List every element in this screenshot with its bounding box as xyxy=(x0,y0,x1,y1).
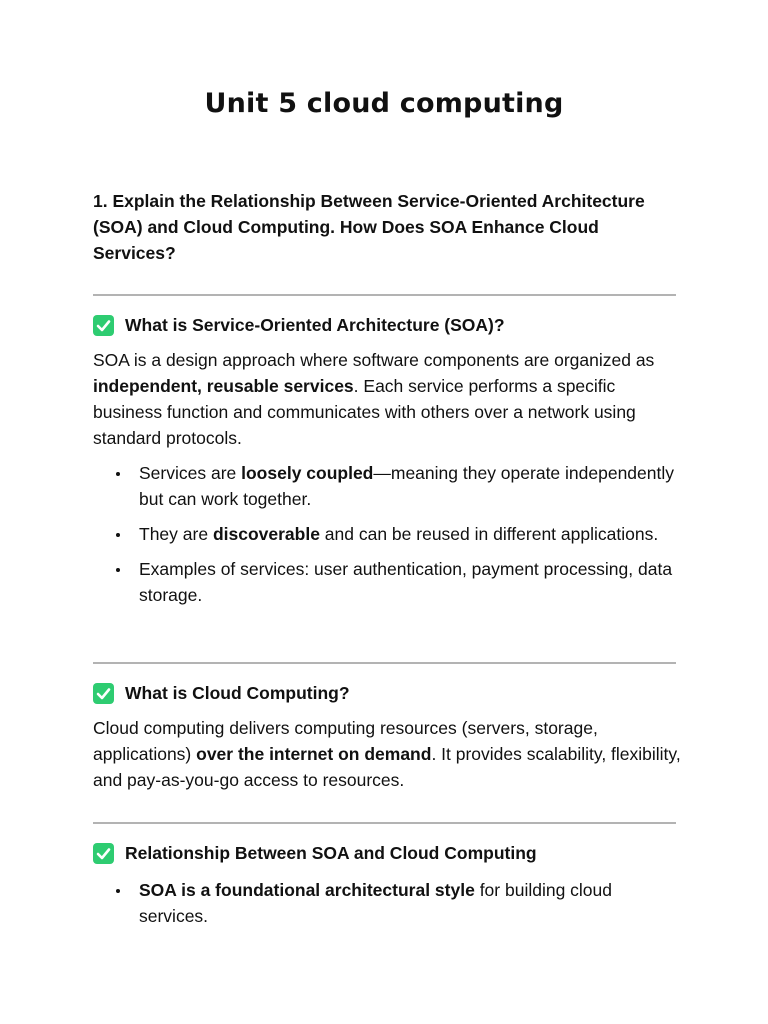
section-paragraph xyxy=(93,347,683,451)
list-item xyxy=(93,877,683,929)
list-item-text: Services are xyxy=(139,463,242,483)
bullet-icon xyxy=(116,472,120,476)
check-box-icon xyxy=(93,315,114,336)
section-heading-cloud xyxy=(93,681,350,705)
paragraph-text: SOA is a design approach where software components are organized as xyxy=(93,350,655,370)
bullet-icon xyxy=(116,568,120,572)
bullet-icon xyxy=(116,889,120,893)
list-item-bold-text: SOA is a foundational architectural style xyxy=(139,880,475,900)
paragraph-text: Cloud computing delivers computing resources (servers, storage, applications) xyxy=(93,718,598,764)
list-item-bold-text: loosely coupled xyxy=(241,463,374,483)
bullet-list xyxy=(93,460,683,617)
paragraph-bold-text: over the internet on demand xyxy=(196,744,432,764)
list-item-bold-text: discoverable xyxy=(212,524,320,544)
check-box-icon xyxy=(93,683,114,704)
list-item xyxy=(93,460,683,512)
section-heading-relationship xyxy=(93,841,537,865)
list-item xyxy=(93,556,683,608)
question-text: 1. Explain the Relationship Between Service-Oriented Architecture (SOA) and Cloud Computing. How Does SOA Enhance Cloud Services? xyxy=(93,191,645,263)
section-divider xyxy=(93,822,676,824)
section-divider xyxy=(93,662,676,664)
bullet-icon xyxy=(116,533,120,537)
paragraph-text: . Each service performs a specific business function and communicates with others over a network using standard protocols. xyxy=(93,376,636,448)
section-divider xyxy=(93,294,676,296)
bullet-list xyxy=(93,877,683,938)
list-item-text: —meaning they operate independently but can work together. xyxy=(139,463,675,509)
paragraph-bold-text: independent, reusable services xyxy=(93,376,354,396)
section-heading-soa xyxy=(93,313,505,337)
section-heading-label: Relationship Between SOA and Cloud Computing xyxy=(125,842,537,863)
list-item-text: They are xyxy=(139,524,213,544)
list-item-text: for building cloud services. xyxy=(139,880,612,926)
section-heading-label: What is Cloud Computing? xyxy=(125,682,350,703)
section-heading-label: What is Service-Oriented Architecture (SOA)? xyxy=(125,314,505,335)
check-box-icon xyxy=(93,843,114,864)
list-item-text: and can be reused in different applications. xyxy=(319,524,659,544)
list-item-text: Examples of services: user authentication, payment processing, data storage. xyxy=(139,559,673,605)
section-paragraph xyxy=(93,715,683,793)
list-item xyxy=(93,521,683,547)
paragraph-text: . It provides scalability, flexibility, and pay-as-you-go access to resources. xyxy=(93,744,681,790)
document-title: Unit 5 cloud computing xyxy=(204,88,564,119)
